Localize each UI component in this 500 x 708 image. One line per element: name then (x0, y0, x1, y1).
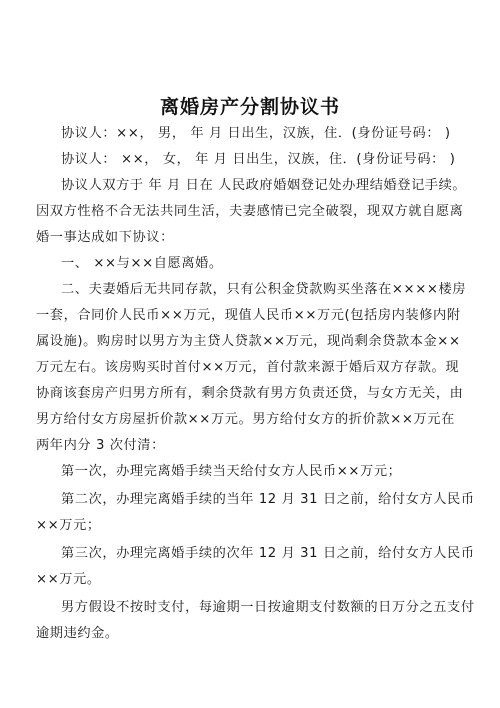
text-line: 一套，合同价人民币××万元，现值人民币××万元(包括房内装修内附 (36, 308, 461, 323)
text-line: 因双方性格不合无法共同生活，夫妻感情已完全破裂，现双方就自愿离 (36, 204, 464, 219)
text-line: 协议人双方于 年 月 日在 人民政府婚姻登记处办理结婚登记手续。 (61, 178, 467, 193)
party-line-male: 协议人：××， 男， 年 月 日出生，汉族，住．(身份证号码： ) (61, 126, 451, 141)
text-line: 逾期违约金。 (36, 626, 119, 641)
payment-first: 第一次，办理完离婚手续当天给付女方人民币××万元； (61, 464, 402, 479)
text-line: 男方给付女方房屋折价款××万元。男方给付女方的折价款××万元在 (36, 412, 455, 427)
penalty-clause: 男方假设不按时支付，每逾期一日按逾期支付数额的日万分之五支付 (61, 600, 475, 615)
text-line: 婚一事达成如下协议： (36, 230, 174, 245)
text-line: ××万元； (36, 518, 101, 533)
party-line-female: 协议人： ××， 女， 年 月 日出生，汉族，住．(身份证号码： ) (61, 152, 456, 167)
payment-third: 第三次，办理完离婚手续的次年 12 月 31 日之前，给付女方人民币 (61, 546, 475, 561)
payment-second: 第二次，办理完离婚手续的当年 12 月 31 日之前，给付女方人民币 (61, 492, 475, 507)
clause-two: 二、夫妻婚后无共同存款，只有公积金贷款购买坐落在××××楼房 (61, 282, 467, 297)
text-line: 两年内分 3 次付清： (36, 438, 165, 453)
clause-one: 一、 ××与××自愿离婚。 (61, 256, 223, 271)
text-line: 协商该套房产归男方所有，剩余贷款有男方负责还贷，与女方无关，由 (36, 386, 464, 401)
text-line: 属设施)。购房时以男方为主贷人贷款××万元，现尚剩余贷款本金×× (36, 334, 461, 349)
text-line: ××万元。 (36, 572, 101, 587)
text-line: 万元左右。该房购买时首付××万元，首付款来源于婚后双方存款。现 (36, 360, 460, 375)
document-title: 离婚房产分割协议书 (159, 96, 340, 118)
